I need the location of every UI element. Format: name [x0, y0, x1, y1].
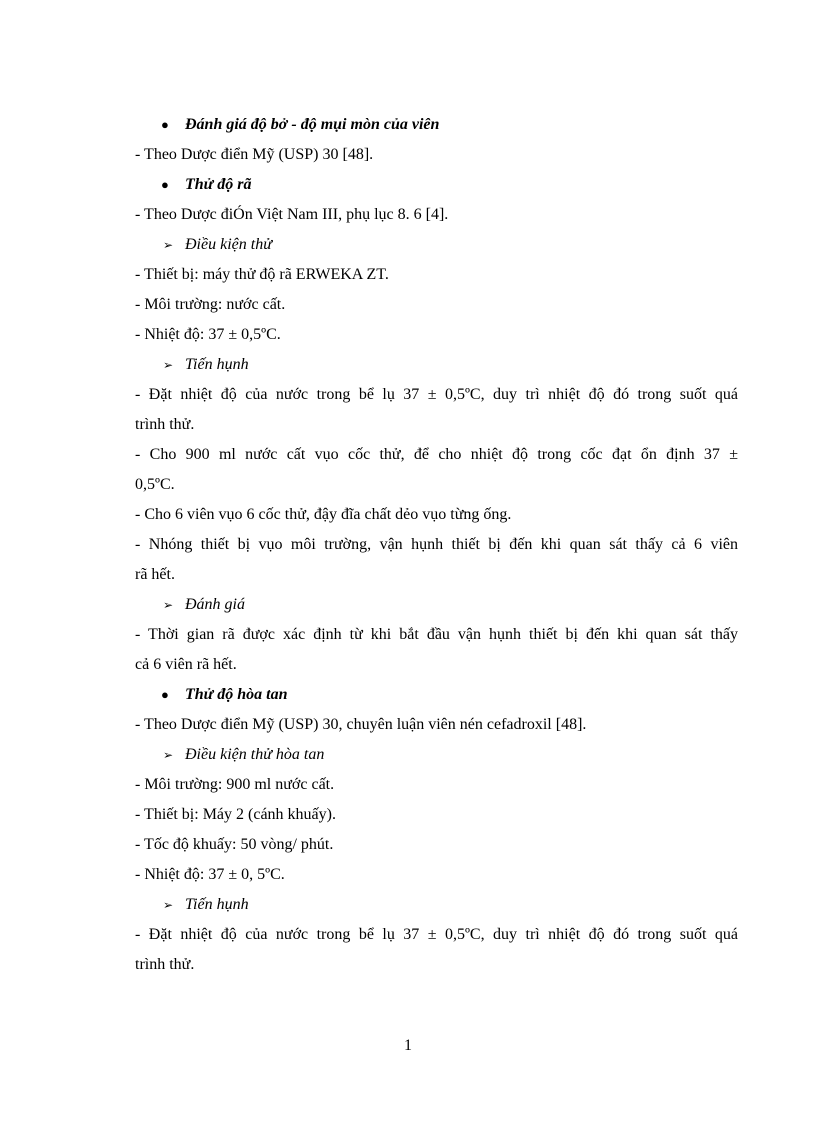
bullet-icon: ● — [161, 177, 169, 192]
page-number: 1 — [404, 1037, 412, 1054]
bullet-icon: ● — [161, 687, 169, 702]
subheading-procedure — [135, 350, 738, 380]
paragraph-line: - Nhiệt độ: 37 ± 0, 5ºC. — [135, 866, 285, 883]
paragraph-line: - Đặt nhiệt độ của nước trong bể lụ 37 ± 0,5ºC, duy trì nhiệt độ đó trong suốt quá — [135, 386, 738, 403]
paragraph-line: - Môi trường: 900 ml nước cất. — [135, 776, 335, 793]
paragraph-line: - Cho 900 ml nước cất vụo cốc thử, để cho nhiệt độ trong cốc đạt ổn định 37 ± — [135, 446, 738, 463]
subheading-test-conditions — [135, 230, 738, 260]
paragraph-line: - Đặt nhiệt độ của nước trong bể lụ 37 ± 0,5ºC, duy trì nhiệt độ đó trong suốt quá — [135, 926, 738, 943]
paragraph-line: - Thiết bị: máy thử độ rã ERWEKA ZT. — [135, 266, 389, 283]
paragraph-line: trình thử. — [135, 416, 195, 433]
subheading-text: Tiến hụnh — [185, 356, 249, 373]
arrow-icon: ➢ — [163, 748, 174, 762]
heading-text: Đánh giá độ bở - độ mụi mòn của viên — [185, 116, 440, 133]
paragraph-line: - Theo Dược điÓn Việt Nam III, phụ lục 8. 6 [4]. — [135, 206, 449, 223]
paragraph-line: cả 6 viên rã hết. — [135, 656, 237, 673]
bullet-icon: ● — [161, 117, 169, 132]
subheading-text: Tiến hụnh — [185, 896, 249, 913]
subheading-text: Điều kiện thử hòa tan — [185, 746, 325, 763]
paragraph-line: - Cho 6 viên vụo 6 cốc thử, đậy đĩa chất dẻo vụo từng ống. — [135, 506, 512, 523]
paragraph-line: - Thời gian rã được xác định từ khi bắt đầu vận hụnh thiết bị đến khi quan sát thấy — [135, 626, 738, 643]
heading-text: Thử độ rã — [185, 176, 252, 193]
paragraph-line: - Môi trường: nước cất. — [135, 296, 286, 313]
arrow-icon: ➢ — [163, 358, 174, 372]
paragraph-line: - Nhiệt độ: 37 ± 0,5ºC. — [135, 326, 281, 343]
paragraph-line: - Thiết bị: Máy 2 (cánh khuấy). — [135, 806, 336, 823]
subheading-dissolution-procedure — [135, 890, 738, 920]
paragraph-line: - Theo Dược điển Mỹ (USP) 30, chuyên luận viên nén cefadroxil [48]. — [135, 716, 587, 733]
paragraph-line: - Tốc độ khuấy: 50 vòng/ phút. — [135, 836, 334, 853]
paragraph-line: - Nhóng thiết bị vụo môi trường, vận hụnh thiết bị đến khi quan sát thấy cả 6 viên — [135, 536, 738, 553]
subheading-evaluation — [135, 590, 738, 620]
paragraph-line: 0,5ºC. — [135, 476, 175, 493]
section-heading-friability — [135, 110, 738, 140]
section-heading-disintegration — [135, 170, 738, 200]
section-heading-dissolution — [135, 680, 738, 710]
page-content — [135, 110, 738, 980]
paragraph-line: rã hết. — [135, 566, 175, 583]
heading-text: Thử độ hòa tan — [185, 686, 288, 703]
arrow-icon: ➢ — [163, 898, 174, 912]
arrow-icon: ➢ — [163, 238, 174, 252]
subheading-text: Điều kiện thử — [185, 236, 272, 253]
paragraph-line: trình thử. — [135, 956, 195, 973]
paragraph-line: - Theo Dược điển Mỹ (USP) 30 [48]. — [135, 146, 374, 163]
subheading-dissolution-conditions — [135, 740, 738, 770]
subheading-text: Đánh giá — [185, 596, 245, 613]
arrow-icon: ➢ — [163, 598, 174, 612]
